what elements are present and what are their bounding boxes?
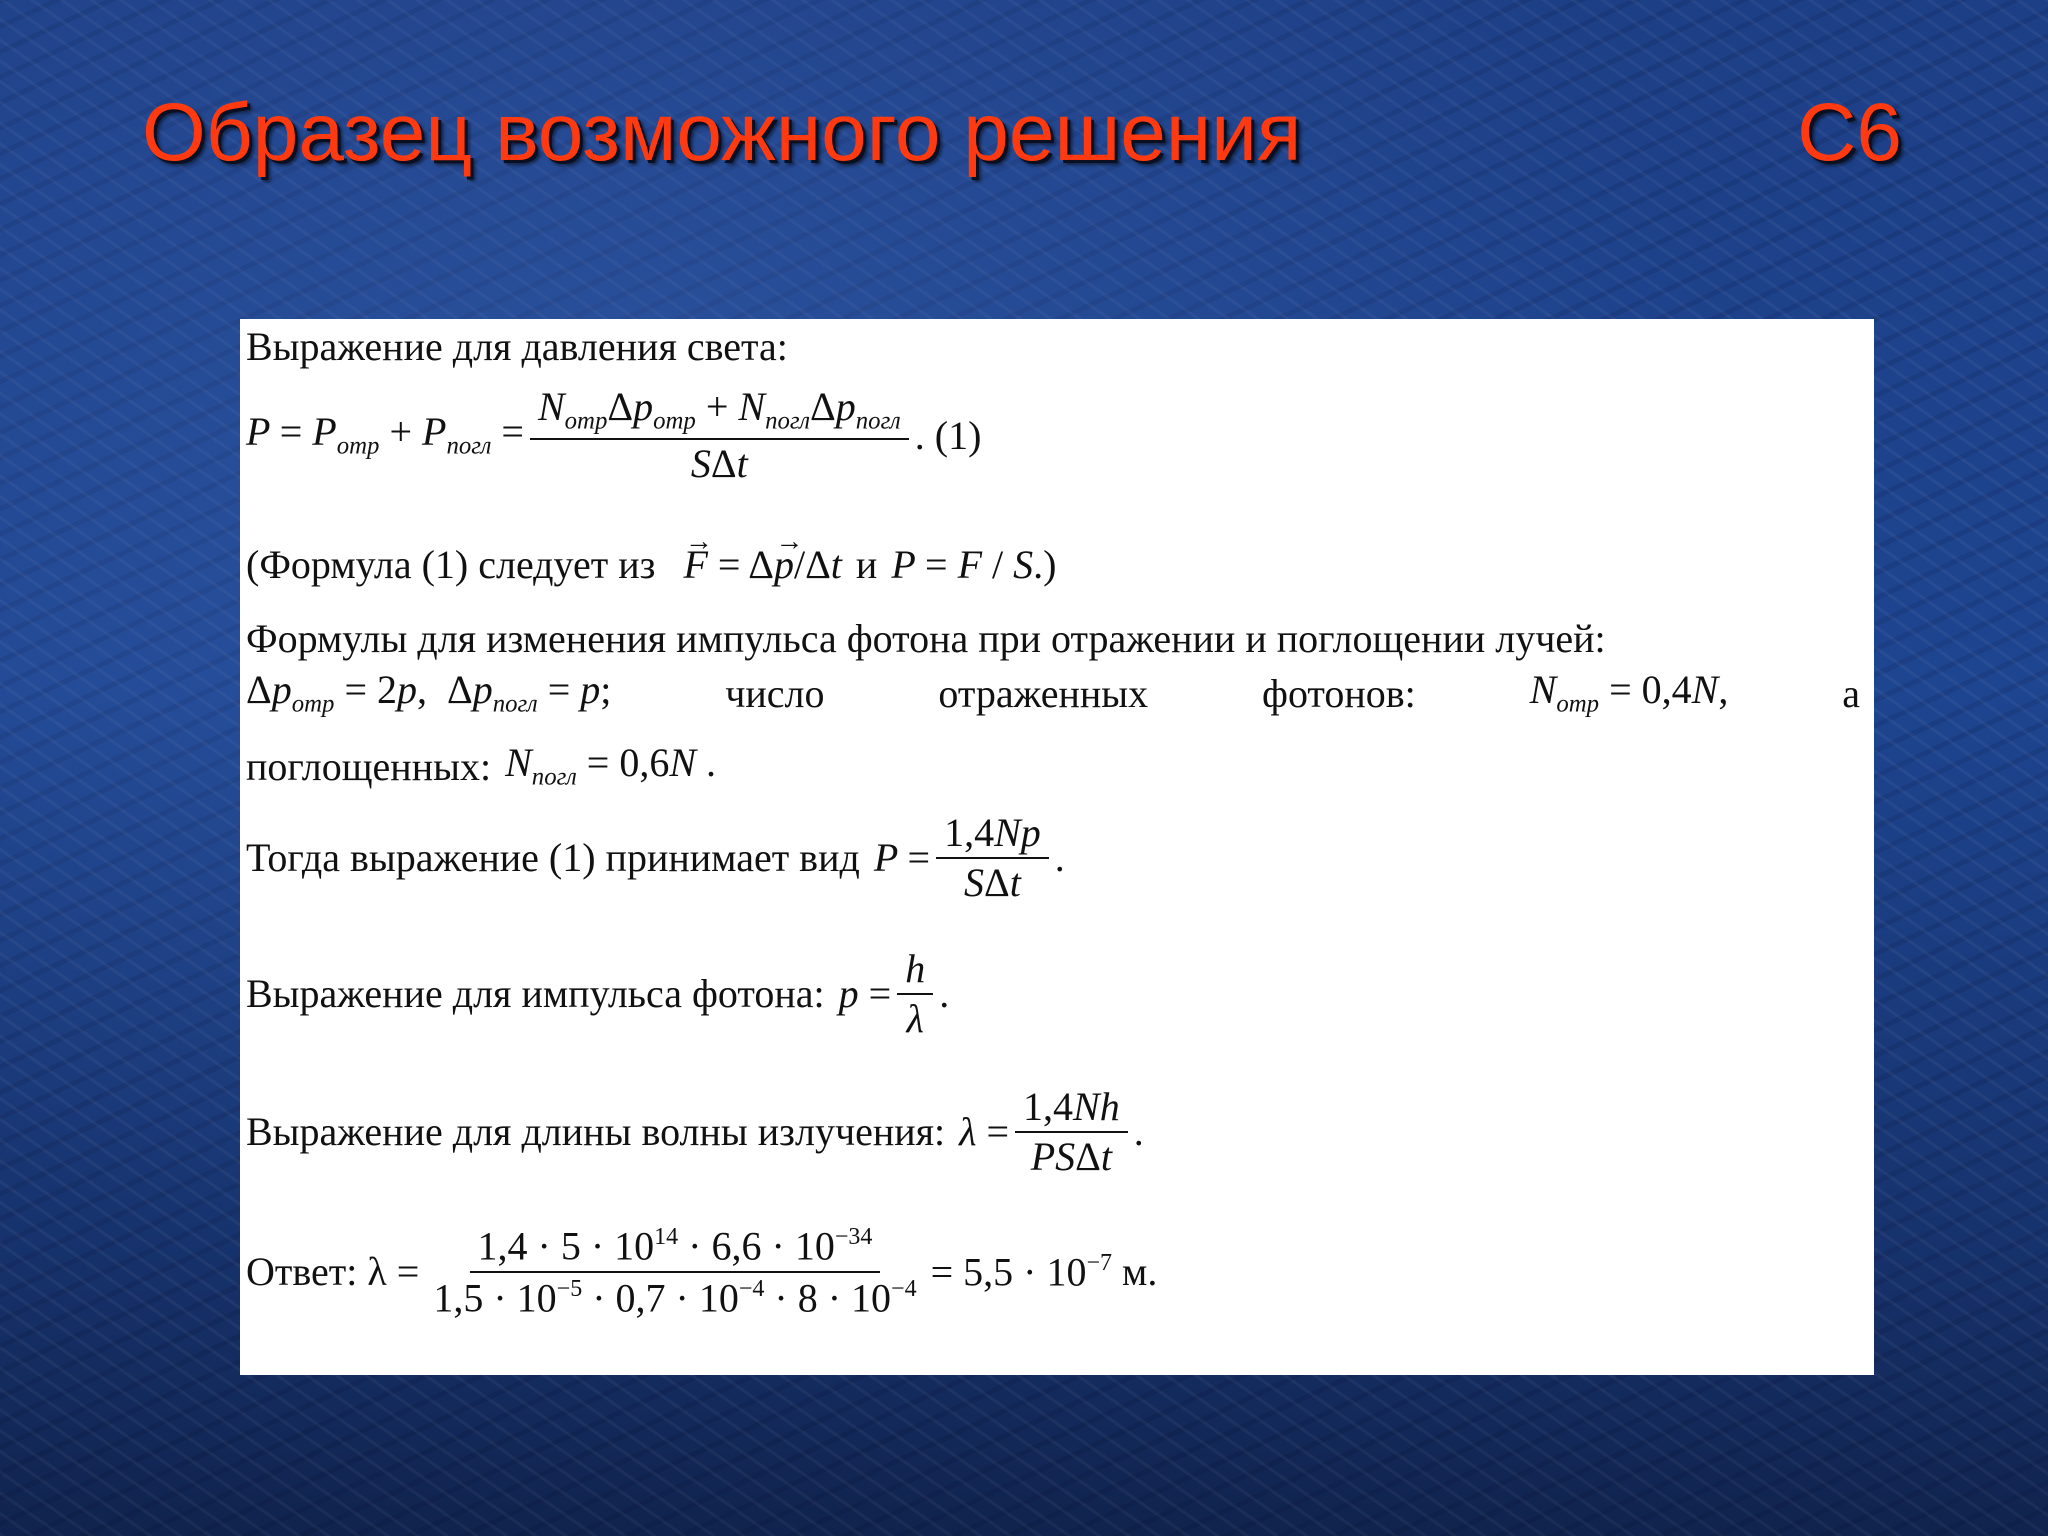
formula-photon-momentum: Выражение для импульса фотона: p = $\frac{h}{\lambda}$ . bbox=[246, 946, 950, 1041]
slide-task-code: С6 bbox=[1797, 87, 1902, 178]
line-formula-origin: (Формула (1) следует из F → = Δp →/Δt и P = F / S .) bbox=[246, 545, 1057, 585]
fraction-pressure: $\frac{N_{отр}\Delta p_{отр} + N_{погл}\Delta p_{погл}}{\text{SΔt}}$ bbox=[530, 387, 909, 484]
formula-pressure-simplified: Тогда выражение (1) принимает вид P = $\frac{1,4Np}{\text{SΔt}}$ . bbox=[246, 810, 1065, 905]
line-light-pressure-heading: Выражение для давления света: bbox=[246, 324, 788, 369]
formula-answer: Ответ: λ = $\frac{1,4 \cdot 5 \cdot 10^{14} \cdot 6,6 \cdot 10^{-34}}{1,5 \cdot 10^{-5} \cdot 0,7 \cdot 10^{-4} \cdot 8 \cdot 10^{-4}}$ = $5,5 \cdot 10^{-7}$ м. bbox=[246, 1223, 1158, 1321]
solution-document bbox=[240, 319, 1874, 1375]
slide-title bbox=[142, 78, 1902, 188]
line-momentum-formulas: $\Delta p_{отр} = 2p$, $\Delta p_{погл} = p$; число отраженных фотонов: $N_{отр} = 0,4N$, а bbox=[246, 667, 1860, 718]
line-momentum-change-heading: Формулы для изменения импульса фотона при отражении и поглощении лучей: bbox=[246, 616, 1606, 661]
formula-wavelength: Выражение для длины волны излучения: λ = $\frac{1,4Nh}{\text{PSΔt}}$ . bbox=[246, 1084, 1144, 1179]
slide-title-text: Образец возможного решения bbox=[142, 87, 1302, 178]
formula-pressure-sum: $P = P_{отр} + P_{погл}$ = $\frac{N_{отр}\Delta p_{отр} + N_{погл}\Delta p_{погл}}{\text{SΔt}}$ . (1) bbox=[246, 384, 982, 487]
line-absorbed-photons: поглощенных: $N_{погл} = 0,6N$ . bbox=[246, 740, 717, 791]
